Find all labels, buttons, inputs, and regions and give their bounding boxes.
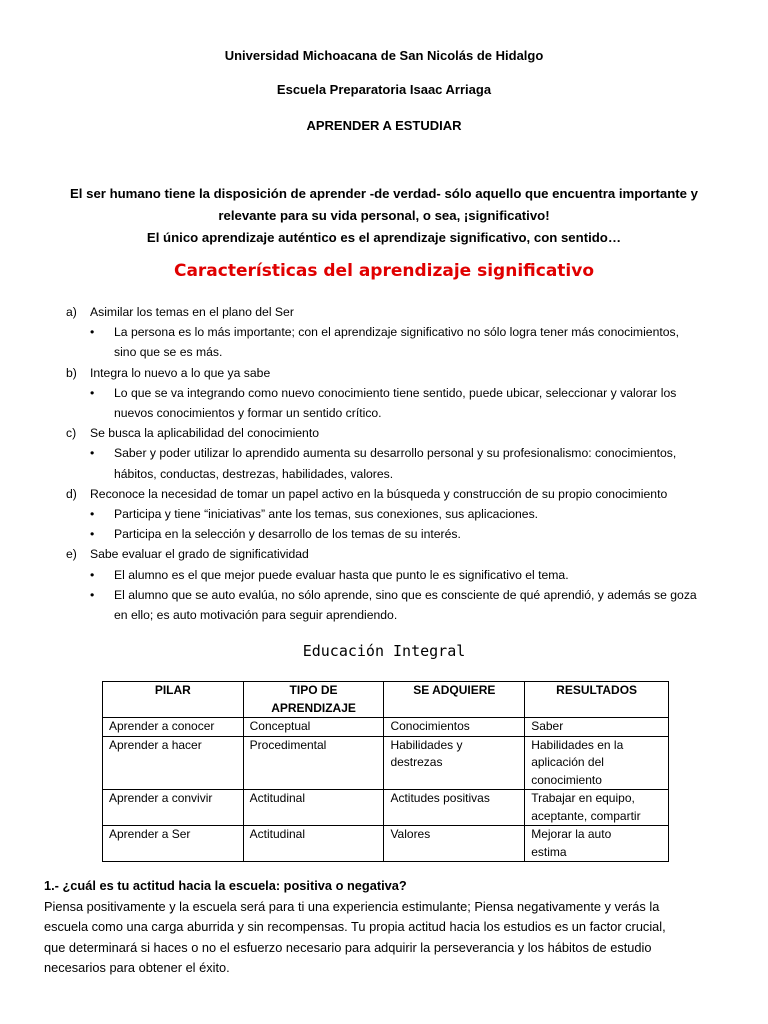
- table-row: [103, 736, 669, 790]
- table-cell: [103, 826, 244, 862]
- intro-line: El único aprendizaje auténtico es el aprendizaje significativo, con sentido…: [146, 230, 622, 245]
- characteristic-item: [66, 363, 726, 383]
- bullet-item: [66, 524, 726, 544]
- question-text-line: que determinará si haces o no el esfuerzo necesario para adquirir la perseverancia y los hábitos de estudio: [44, 939, 652, 955]
- bullet-icon: •: [90, 385, 95, 400]
- bullet-icon: •: [90, 587, 95, 602]
- cell-text-line: estima: [531, 844, 567, 859]
- cell-text-line: Procedimental: [249, 737, 327, 752]
- characteristic-item: [66, 423, 726, 443]
- question-section: [44, 876, 724, 979]
- cell-text-line: Mejorar la auto: [531, 827, 612, 841]
- bullet-text-line: hábitos, conductas, destrezas, habilidades, valores.: [114, 466, 394, 481]
- list-marker: b): [66, 365, 77, 380]
- cell-text-line: Actitudes positivas: [390, 791, 490, 805]
- table-cell: [525, 736, 669, 790]
- bullet-text-line: Participa en la selección y desarrollo de los temas de su interés.: [114, 527, 461, 542]
- table-cell: [384, 826, 525, 862]
- bullet-text-line: El alumno es el que mejor puede evaluar hasta que punto le es significativo el tema.: [114, 567, 569, 582]
- school-name: Escuela Preparatoria Isaac Arriaga: [276, 82, 492, 97]
- characteristic-item: [66, 544, 726, 564]
- bullet-text-line: Saber y poder utilizar lo aprendido aumenta su desarrollo personal y su profesionalismo: conocimientos,: [114, 446, 677, 461]
- list-marker: c): [66, 426, 77, 441]
- table-cell: [243, 826, 384, 862]
- bullet-text-line: en ello; es auto motivación para seguir aprendiendo.: [114, 608, 398, 623]
- characteristic-title: Reconoce la necesidad de tomar un papel activo en la búsqueda y construcción de su propio conocimiento: [90, 486, 668, 501]
- characteristic-item: [66, 484, 726, 504]
- table-header-cell: PILAR: [103, 682, 244, 718]
- table-cell: [103, 718, 244, 737]
- question-text-line: necesarios para obtener el éxito.: [44, 960, 230, 975]
- bullet-item: [66, 322, 726, 362]
- bullet-item: [66, 383, 726, 423]
- bullet-icon: •: [90, 527, 95, 542]
- bullet-text-line: nuevos conocimientos y formar un sentido crítico.: [114, 406, 382, 421]
- characteristic-title: Integra lo nuevo a lo que ya sabe: [90, 365, 271, 380]
- table-header-cell: TIPO DE APRENDIZAJE: [243, 682, 384, 718]
- question-text-line: Piensa positivamente y la escuela será para ti una experiencia estimulante; Piensa negativamente y verás la: [44, 898, 660, 914]
- characteristics-list: [66, 302, 726, 625]
- bullet-item: [66, 504, 726, 524]
- university-name: Universidad Michoacana de San Nicolás de Hidalgo: [224, 48, 544, 63]
- list-marker: d): [66, 486, 77, 501]
- table-cell: [243, 718, 384, 737]
- question-body: [44, 897, 724, 979]
- table-header-cell: RESULTADOS: [525, 682, 669, 718]
- table-cell: [384, 718, 525, 737]
- intro-line: relevante para su vida personal, o sea, ¡significativo!: [218, 208, 550, 223]
- cell-text-line: Valores: [390, 827, 431, 841]
- table-cell: [103, 790, 244, 826]
- bullet-text-line: sino que se es más.: [114, 345, 223, 360]
- subject-title: APRENDER A ESTUDIAR: [306, 118, 462, 133]
- cell-text-line: Conocimientos: [390, 719, 470, 733]
- table-cell: [525, 826, 669, 862]
- cell-text-line: Habilidades y: [390, 737, 463, 752]
- bullet-text-line: Lo que se va integrando como nuevo conocimiento tiene sentido, puede ubicar, seleccionar y valorar los: [114, 385, 677, 400]
- cell-text-line: aceptante, compartir: [531, 808, 641, 823]
- table-row: [103, 826, 669, 862]
- characteristic-title: Sabe evaluar el grado de significatividad: [90, 547, 309, 562]
- section-title: Características del aprendizaje significativo: [173, 261, 595, 281]
- cell-text-line: conocimiento: [531, 772, 602, 787]
- table-cell: [384, 790, 525, 826]
- question-title: 1.- ¿cuál es tu actitud hacia la escuela: positiva o negativa?: [44, 878, 407, 893]
- bullet-item: [66, 443, 726, 483]
- bullet-item: [66, 565, 726, 585]
- characteristic-title: Se busca la aplicabilidad del conocimiento: [90, 426, 319, 441]
- cell-text-line: Aprender a convivir: [109, 791, 213, 805]
- table-cell: [525, 790, 669, 826]
- question-text-line: escuela como una carga aburrida y sin recompensas. Tu propia actitud hacia los estudios es un factor crucial,: [44, 919, 666, 934]
- list-marker: e): [66, 547, 77, 562]
- cell-text-line: Aprender a conocer: [109, 719, 215, 733]
- education-table: [102, 681, 669, 862]
- characteristic-item: [66, 302, 726, 322]
- cell-text-line: Actitudinal: [249, 827, 306, 841]
- table-cell: [384, 736, 525, 790]
- table-row: [103, 790, 669, 826]
- intro-line: El ser humano tiene la disposición de aprender -de verdad- sólo aquello que encuentra importante y: [69, 186, 698, 201]
- bullet-icon: •: [90, 567, 95, 582]
- table-header-cell: SE ADQUIERE: [384, 682, 525, 718]
- table-cell: [525, 718, 669, 737]
- table-cell: [243, 736, 384, 790]
- cell-text-line: Conceptual: [249, 719, 311, 733]
- bullet-icon: •: [90, 507, 95, 522]
- table-cell: [103, 736, 244, 790]
- bullet-text-line: Participa y tiene “iniciativas” ante los temas, sus conexiones, sus aplicaciones.: [114, 507, 539, 522]
- bullet-icon: •: [90, 325, 95, 340]
- characteristic-title: Asimilar los temas en el plano del Ser: [90, 305, 294, 319]
- cell-text-line: Saber: [531, 719, 564, 733]
- table-row: [103, 718, 669, 737]
- cell-text-line: Habilidades en la: [531, 737, 624, 752]
- table-cell: [243, 790, 384, 826]
- bullet-text-line: El alumno que se auto evalúa, no sólo aprende, sino que es consciente de qué aprendió, y además se goza: [114, 587, 697, 602]
- list-marker: a): [66, 305, 77, 319]
- cell-text-line: Aprender a hacer: [109, 737, 202, 752]
- intro-paragraph: [40, 183, 728, 249]
- cell-text-line: aplicación del: [531, 755, 604, 769]
- cell-text-line: Trabajar en equipo,: [531, 791, 635, 805]
- cell-text-line: Actitudinal: [249, 791, 306, 805]
- bullet-text-line: La persona es lo más importante; con el aprendizaje significativo no sólo logra tener más conocimientos,: [114, 325, 679, 340]
- bullet-item: [66, 585, 726, 625]
- table-header-row: [103, 682, 669, 718]
- table-title: Educación Integral: [302, 642, 466, 660]
- cell-text-line: destrezas: [390, 755, 443, 769]
- bullet-icon: •: [90, 446, 95, 461]
- cell-text-line: Aprender a Ser: [109, 827, 191, 841]
